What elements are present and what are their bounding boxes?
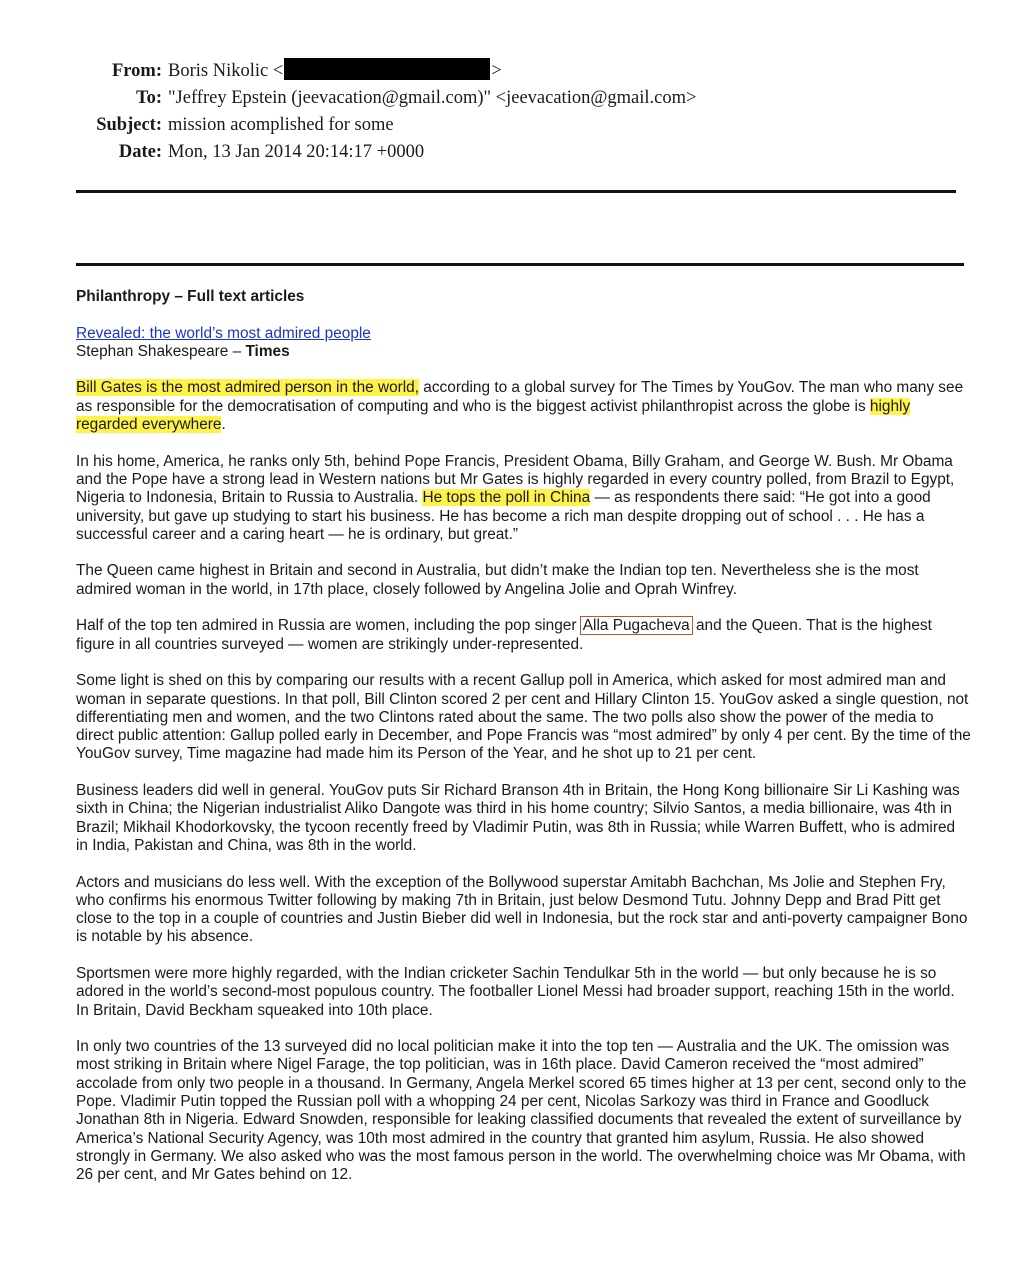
highlight-highly-regarded: highly regarded everywhere	[76, 397, 911, 434]
paragraph-1-end: .	[221, 416, 226, 434]
paragraph-5: Some light is shed on this by comparing our results with a recent Gallup poll in America, which asked for most admired man and woman in separate questions. In that poll, Bill Clinton scored 2 per cent and Hillary Clinton 15. YouGov asked a single question, not differentiating men and women, and the two Clintons rated about the same. The two polls also show the power of the media to direct public attention: Gallup polled early in December, and Pope Francis was “most admired” by only 4 per cent. By the time of the YouGov survey, Time magazine had made him its Person of the Year, and he shot up to 21 per cent.	[76, 672, 971, 763]
date-value: Mon, 13 Jan 2014 20:14:17 +0000	[168, 142, 425, 162]
header-divider	[76, 190, 956, 193]
date-label: Date:	[118, 142, 162, 162]
byline-author: Stephan Shakespeare –	[76, 342, 246, 360]
subject-label: Subject:	[96, 115, 162, 135]
paragraph-8: Sportsmen were more highly regarded, with the Indian cricketer Sachin Tendulkar 5th in the world — but only because he is so adored in the world’s second-most populous country. The footballer Lionel Messi had broader support, reaching 15th in the world. In Britain, David Beckham squeaked into 10th place.	[76, 964, 955, 1019]
from-label: From:	[112, 61, 162, 81]
paragraph-2-text: In his home, America, he ranks only 5th, behind Pope Francis, President Obama, Billy Graham, and George W. Bush. Mr Obama and the Pope have a strong lead in Western nations but Mr Gates is highly regarded in every country polled, from Brazil to Egypt, Nigeria to Indonesia, Britain to Russia to Australia.	[76, 452, 955, 507]
paragraph-3: The Queen came highest in Britain and second in Australia, but didn’t make the Indian top ten. Nevertheless she is the most admired woman in the world, in 17th place, closely followed by Angelina Jolie and Oprah Winfrey.	[76, 562, 919, 598]
paragraph-6: Business leaders did well in general. YouGov puts Sir Richard Branson 4th in Britain, the Hong Kong billionaire Sir Li Kashing was sixth in China; the Nigerian industrialist Aliko Dangote was third in his home country; Silvio Santos, a media billionaire, was 4th in Brazil; Mikhail Khodorkovsky, the tycoon recently freed by Vladimir Putin, was 8th in Russia; while Warren Buffett, who is admired in India, Pakistan and China, was 8th in the world.	[76, 782, 960, 854]
paragraph-1-text: according to a global survey for The Times by YouGov. The man who many see as responsible for the democratisation of computing and who is the biggest activist philanthropist across the globe is	[76, 379, 964, 415]
article-divider	[76, 263, 964, 266]
paragraph-2	[76, 453, 971, 544]
highlight-gates-admired: Bill Gates is the most admired person in the world,	[76, 379, 420, 397]
paragraph-9: In only two countries of the 13 surveyed did no local politician make it into the top ten — Australia and the UK. The omission was most striking in Britain where Nigel Farage, the top politician, was in 16th place. David Cameron received the “most admired” accolade from only two people in a thousand. In Germany, Angela Merkel scored 65 times higher at 13 per cent, second only to the Pope. Vladimir Putin topped the Russian poll with a whopping 24 per cent, Nicolas Sarkozy was third in France and Goodluck Jonathan 8th in Nigeria. Edward Snowden, responsible for leaking classified documents that revealed the extent of surveillance by America’s National Security Agency, was 10th most admired in the country that granted him asylum, Russia. He also showed strongly in Germany. We also asked who was the most famous person in the world. The overwhelming choice was Mr Obama, with 26 per cent, and Mr Gates behind on 12.	[76, 1038, 967, 1184]
from-name: Boris Nikolic	[168, 61, 269, 81]
email-header	[0, 58, 696, 166]
boxed-name-annotation: Alla Pugacheva	[582, 617, 690, 635]
paragraph-4	[76, 617, 971, 654]
byline-source: Times	[245, 342, 290, 360]
redaction-box	[284, 58, 490, 80]
headline-link[interactable]: Revealed: the world’s most admired people	[76, 324, 371, 342]
section-title: Philanthropy – Full text articles	[76, 288, 305, 305]
subject-value: mission acomplished for some	[168, 115, 394, 135]
to-value: "Jeffrey Epstein (jeevacation@gmail.com)" <jeevacation@gmail.com>	[168, 88, 697, 108]
from-row	[0, 58, 696, 85]
paragraph-4-end: and the Queen. That is the highest figure in all countries surveyed — women are strikingly under-represented.	[76, 617, 932, 653]
highlight-china-poll: He tops the poll in China	[422, 489, 591, 507]
from-close-bracket: >	[491, 61, 502, 81]
article-body	[76, 288, 971, 1203]
to-label: To:	[135, 88, 162, 108]
paragraph-1	[76, 379, 971, 434]
subject-row	[0, 112, 696, 139]
headline-block	[76, 325, 971, 362]
to-row	[0, 85, 696, 112]
from-open-bracket: <	[272, 61, 284, 81]
paragraph-4-text: Half of the top ten admired in Russia are women, including the pop singer	[76, 617, 581, 635]
paragraph-2-end: — as respondents there said: “He got into a good university, but gave up studying to start his business. He has become a rich man despite dropping out of school . . . He has a successful career and a caring heart — he is ordinary, but great.”	[76, 489, 931, 543]
paragraph-7: Actors and musicians do less well. With the exception of the Bollywood superstar Amitabh Bachchan, Ms Jolie and Stephen Fry, who confirms his enormous Twitter following by making 7th in Britain, just below Desmond Tutu. Johnny Depp and Brad Pitt get close to the top in a couple of countries and Justin Bieber did well in Indonesia, but the rock star and anti-poverty campaigner Bono is notable by his absence.	[76, 873, 968, 946]
date-row	[0, 139, 696, 166]
